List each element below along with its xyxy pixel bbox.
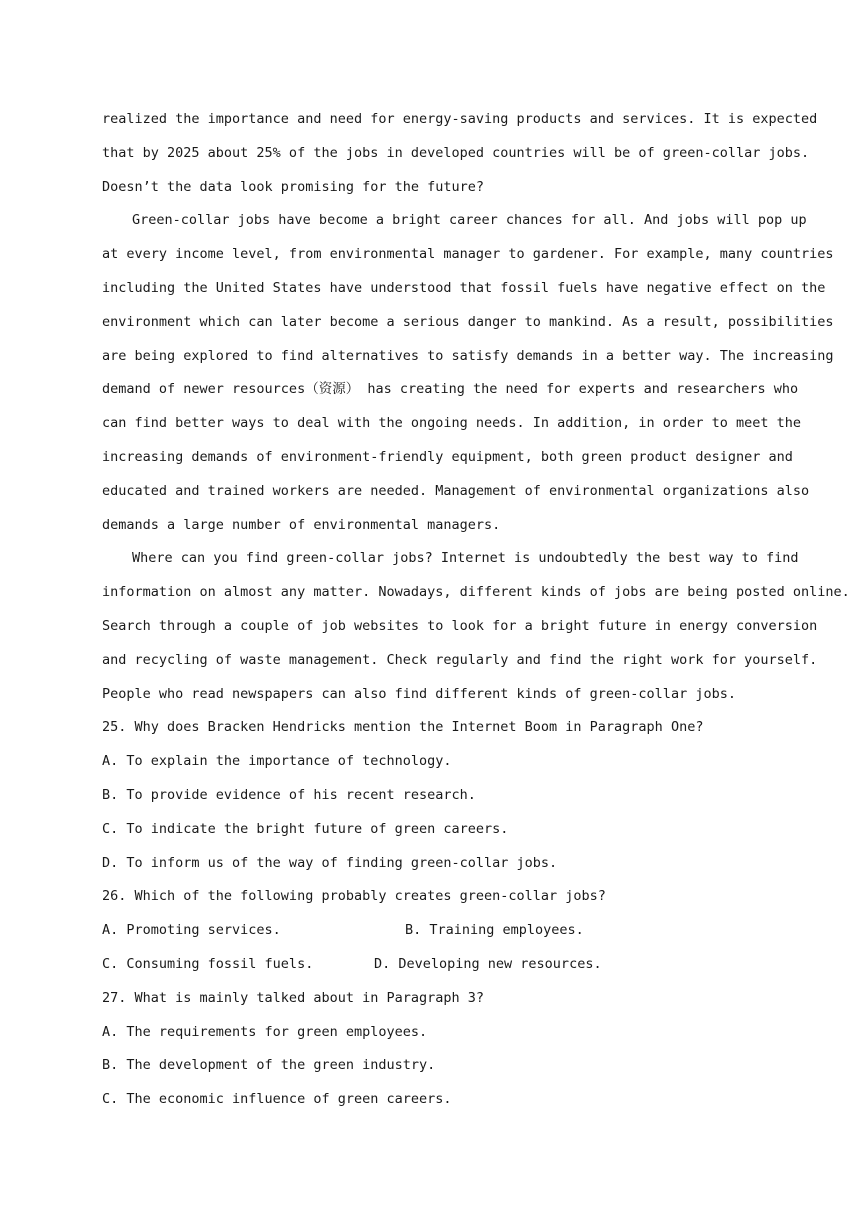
text-line: at every income level, from environmental manager to gardener. For example, many countries <box>102 246 834 263</box>
option-c: C. To indicate the bright future of green careers. <box>102 820 509 837</box>
option-d: D. Developing new resources. <box>374 955 602 972</box>
option-a: A. To explain the importance of technology. <box>102 753 452 770</box>
option-b: B. Training employees. <box>405 922 584 939</box>
text-line: including the United States have understood that fossil fuels have negative effect on the <box>102 279 826 296</box>
text-line: environment which can later become a serious danger to mankind. As a result, possibilities <box>102 313 834 330</box>
option-row <box>102 914 758 948</box>
text-line: and recycling of waste management. Check regularly and find the right work for yourself. <box>102 651 818 668</box>
text-line: Where can you find green-collar jobs? Internet is undoubtedly the best way to find <box>132 550 799 567</box>
option-row <box>102 948 758 982</box>
text-line: Green-collar jobs have become a bright career chances for all. And jobs will pop up <box>132 212 807 229</box>
text-line: can find better ways to deal with the ongoing needs. In addition, in order to meet the <box>102 415 801 432</box>
option-b: B. The development of the green industry. <box>102 1057 436 1074</box>
text-line: demand of newer resources（资源） has creating the need for experts and researchers who <box>102 381 799 398</box>
option-c: C. The economic influence of green careers. <box>102 1091 452 1108</box>
text-line: demands a large number of environmental managers. <box>102 516 501 533</box>
option-a: A. Promoting services. <box>102 922 281 939</box>
option-b: B. To provide evidence of his recent research. <box>102 786 476 803</box>
question-26 <box>102 880 758 981</box>
paragraph-2 <box>102 204 834 542</box>
question-stem: 26. Which of the following probably creates green-collar jobs? <box>102 888 606 905</box>
question-25 <box>102 711 758 880</box>
option-d: D. To inform us of the way of finding green-collar jobs. <box>102 854 558 871</box>
text-line: People who read newspapers can also find different kinds of green-collar jobs. <box>102 685 736 702</box>
text-line: increasing demands of environment-friendly equipment, both green product designer and <box>102 448 793 465</box>
document-page <box>102 103 850 1117</box>
question-27 <box>102 982 758 1117</box>
text-line: Doesn’t the data look promising for the future? <box>102 178 485 195</box>
text-line: are being explored to find alternatives to satisfy demands in a better way. The increasing <box>102 347 834 364</box>
option-c: C. Consuming fossil fuels. <box>102 955 314 972</box>
text-line: realized the importance and need for energy-saving products and services. It is expected <box>102 111 818 127</box>
option-a: A. The requirements for green employees. <box>102 1023 428 1040</box>
text-line: information on almost any matter. Nowadays, different kinds of jobs are being posted online. <box>102 584 850 601</box>
question-stem: 25. Why does Bracken Hendricks mention the Internet Boom in Paragraph One? <box>102 719 704 736</box>
question-stem: 27. What is mainly talked about in Paragraph 3? <box>102 989 485 1006</box>
text-line: Search through a couple of job websites to look for a bright future in energy conversion <box>102 617 818 634</box>
paragraph-1 <box>102 103 818 204</box>
text-line: that by 2025 about 25% of the jobs in developed countries will be of green-collar jobs. <box>102 144 810 161</box>
text-line: educated and trained workers are needed. Management of environmental organizations also <box>102 482 810 499</box>
paragraph-3 <box>102 542 850 711</box>
